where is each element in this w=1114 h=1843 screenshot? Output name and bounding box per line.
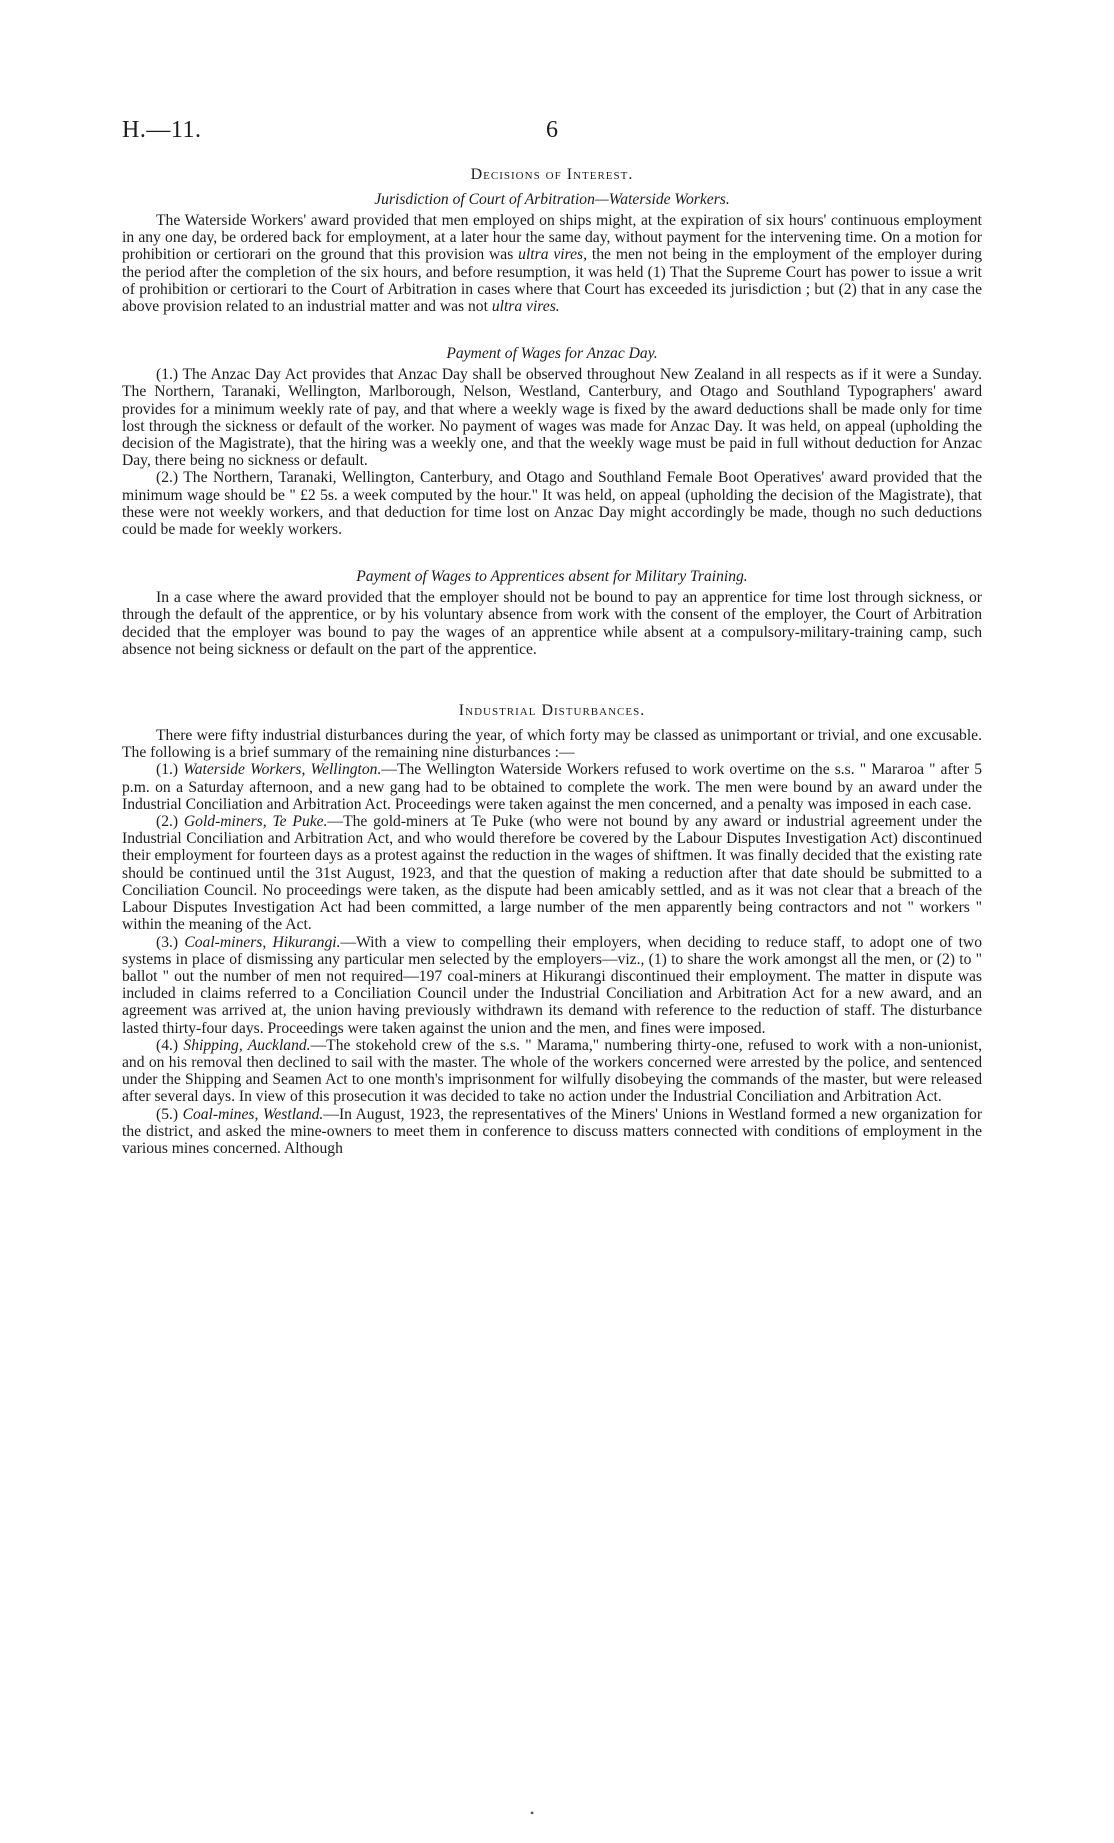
item-heading: Coal-mines, Westland. (182, 1105, 324, 1123)
item-text: —The stokehold crew of the s.s. " Marama," numbering thirty-one, refused to work with a non-unionist, and on his removal then declined to sail with the master. The whole of the workers concerned were arrested by the police, and sentenced under the Shipping and Seamen Act to one month's imprisonment for wilfully disobeying the commands of the master, but were released after several days. In view of this prosecution it was decided to take no action under the Industrial Conciliation and Arbitration Act. (122, 1036, 983, 1106)
italic-term: ultra vires. (491, 298, 560, 316)
item-number: (4.) (156, 1036, 184, 1054)
paragraph-anzac-1: (1.) The Anzac Day Act provides that Anzac Day shall be observed throughout New Zealand in all respects as if it were a Sunday. The Northern, Taranaki, Wellington, Marlborough, Nelson, Westland, Canterbury, and Otago and Southland Typographers' award provides for a minimum weekly rate of pay, and that where a weekly wage is fixed by the award deductions shall be made only for time lost through the sickness or default of the worker. No payment of wages was made for Anzac Day. It was held, on appeal (upholding the decision of the Magistrate), that the hiring was a weekly one, and that the weekly wage must be paid in full without deduction for Anzac Day, there being no sickness or default. (122, 366, 982, 470)
item-text: —In August, 1923, the representatives of the Miners' Unions in Westland formed a new organization for the district, and asked the mine-owners to meet them in conference to discuss matters connected with conditions of employment in the various mines concerned. Although (122, 1105, 983, 1157)
italic-term: ultra vires, (518, 246, 588, 264)
item-text: —With a view to compelling their employers, when deciding to reduce staff, to adopt one of two systems in place of dismissing any particular men selected by the employers—viz., (1) to share the work amongst all the men, or (2) to " ballot " out the number of men not required—197 coal-miners at Hikurangi discontinued their employment. The matter in dispute was included in claims referred to a Conciliation Council under the Industrial Conciliation and Arbitration Act for a new award, and an agreement was arrived at, the union having previously withdrawn its demand with reference to the reduction of staff. The disturbance lasted thirty-four days. Proceedings were taken against the union and the men, and fines were imposed. (122, 933, 982, 1037)
footer-mark: • (530, 1806, 535, 1820)
paragraph-jurisdiction (122, 212, 982, 315)
section-title-disturbances: Industrial Disturbances. (458, 702, 646, 720)
disturbance-item (122, 813, 982, 933)
disturbance-item (122, 1106, 982, 1158)
page-content (122, 166, 982, 1157)
item-heading: Coal-miners, Hikurangi. (184, 933, 341, 951)
item-number: (2.) (156, 813, 184, 831)
paragraph-text: the men not being in the employment of the employer during the period after the completion of the six hours, and before resumption, it was held (1) That the Supreme Court has power to issue a writ of prohibition or certiorari to the Court of Arbitration in cases where that Court has exceeded its jurisdiction ; but (2) that in any case the above provision related to an industrial matter and was not (122, 246, 982, 316)
item-text: —The gold-miners at Te Puke (who were not bound by any award or industrial agreement under the Industrial Conciliation and Arbitration Act, and who would therefore be covered by the Labour Disputes Investigation Act) discontinued their employment for fourteen days as a protest against the reduction in the wages of shiftmen. It was finally decided that the existing rate should be continued until the 31st August, 1923, and that the question of making a reduction after that date should be submitted to a Conciliation Council. No proceedings were taken, as the dispute had been amicably settled, and as it was not clear that a breach of the Labour Disputes Investigation Act had been committed, a large number of the men apparently being contractors and not " workers " within the meaning of the Act. (122, 813, 983, 934)
item-number: (3.) (156, 933, 185, 951)
subsection-title-jurisdiction: Jurisdiction of Court of Arbitration—Waterside Workers. (374, 191, 730, 208)
section-title-decisions: Decisions of Interest. (470, 166, 634, 183)
subsection-title-anzac: Payment of Wages for Anzac Day. (446, 345, 658, 363)
item-heading: Shipping, Auckland. (183, 1036, 311, 1054)
paragraph-apprentices: In a case where the award provided that the employer should not be bound to pay an apprentice for time lost through sickness, or through the default of the apprentice, or by his voluntary absence from work with the consent of the employer, the Court of Arbitration decided that the employer was bound to pay the wages of an apprentice while absent at a compulsory-military-training camp, such absence not being sickness or default on the part of the apprentice. (122, 589, 982, 658)
item-number: (5.) (156, 1105, 183, 1123)
disturbance-item (122, 761, 982, 813)
disturbance-item (122, 1037, 982, 1106)
page-header (122, 117, 982, 151)
paragraph-text: The Waterside Workers' award provided that men employed on ships might, at the expiration of six hours' continuous employment in any one day, be ordered back for employment, at a later hour the same day, without payment for the intervening time. On a motion for prohibition or certiorari on the ground that this provision was (122, 212, 982, 264)
page-number: 6 (546, 117, 558, 143)
item-text: —The Wellington Waterside Workers refused to work overtime on the s.s. " Mararoa " after 5 p.m. on a Saturday afternoon, and a new gang had to be obtained to complete the work. The men were bound by an award under the Industrial Conciliation and Arbitration Act. Proceedings were taken against the men concerned, and a penalty was imposed in each case. (122, 761, 983, 813)
paragraph-anzac-2: (2.) The Northern, Taranaki, Wellington, Canterbury, and Otago and Southland Female Boot Operatives' award provided that the minimum wage should be " £2 5s. a week computed by the hour." It was held, on appeal (upholding the decision of the Magistrate), that these were not weekly workers, and that deduction for time lost on Anzac Day might accordingly be made, though no such deductions could be made for weekly workers. (122, 469, 982, 539)
item-number: (1.) (156, 761, 184, 779)
subsection-title-apprentices: Payment of Wages to Apprentices absent for Military Training. (356, 568, 748, 586)
item-heading: Waterside Workers, Wellington. (183, 761, 382, 779)
item-heading: Gold-miners, Te Puke. (183, 813, 328, 831)
document-reference: H.—11. (122, 117, 202, 143)
paragraph-disturbances-intro: There were fifty industrial disturbances during the year, of which forty may be classed as unimportant or trivial, and one excusable. The following is a brief summary of the remaining nine disturbances :— (122, 727, 982, 762)
disturbance-item (122, 934, 982, 1037)
